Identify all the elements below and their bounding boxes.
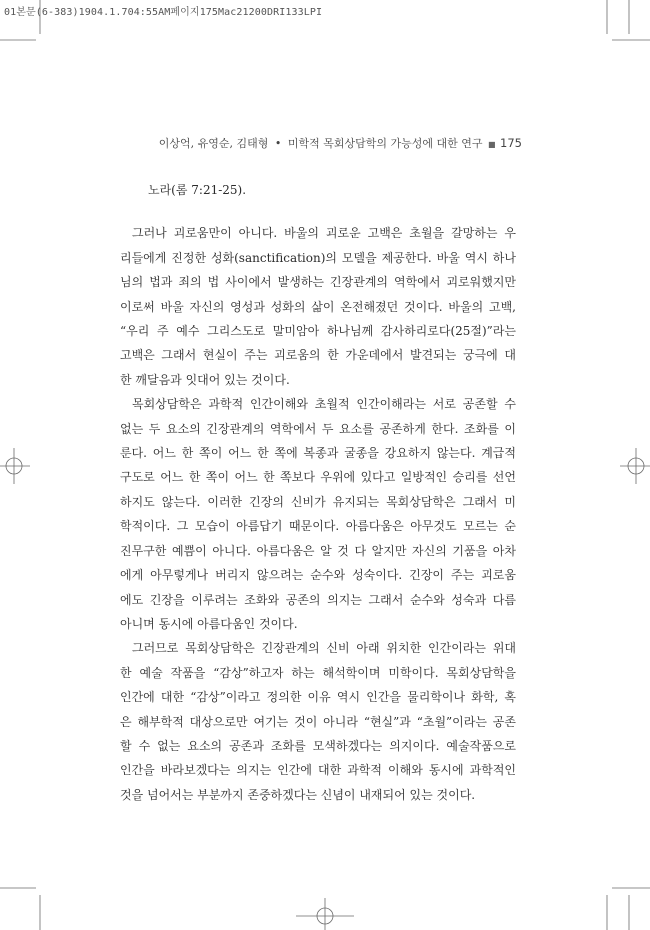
registration-mark-bottom — [296, 898, 354, 930]
text-line: 한 깨달음과 잇대어 있는 것이다. — [120, 372, 290, 387]
text-line: 그러므로 목회상담학은 긴장관계의 신비 아래 위치한 인간이라는 위대 — [132, 641, 516, 656]
body-text — [120, 178, 516, 807]
text-line: 학적이다. 그 모습이 아름답기 때문이다. 아름다움은 아무것도 모르는 순 — [120, 519, 516, 534]
text-line: 한 예술 작품을 “감상”하고자 하는 해석학이며 미학이다. 목회상담학을 — [120, 665, 516, 680]
text-line: 에도 긴장을 이루려는 조화와 공존의 의지는 그래서 순수와 성숙과 다름 — [120, 592, 516, 607]
text-line: 하지도 않는다. 이러한 긴장의 신비가 유지되는 목회상담학은 그래서 미 — [120, 494, 516, 509]
text-line: 이로써 바울 자신의 영성과 성화의 삶이 온전해졌던 것이다. 바울의 고백, — [120, 299, 516, 314]
text-line: 은 해부학적 대상으로만 여기는 것이 아니라 “현실”과 “초월”이라는 공존 — [120, 714, 516, 729]
text-line: 구도로 어느 한 쪽이 어느 한 쪽보다 우위에 있다고 일방적인 승리를 선언 — [120, 470, 516, 485]
running-head-title: 미학적 목회상담학의 가능성에 대한 연구 — [287, 137, 483, 150]
running-head — [159, 135, 522, 151]
text-line: 진무구한 예쁨이 아니다. 아름다움은 알 것 다 알지만 자신의 기품을 아차 — [120, 543, 516, 558]
page-number: 175 — [500, 136, 522, 150]
text-line: 인간에 대한 “감상”이라고 정의한 이유 역시 인간을 물리학이나 화학, 혹 — [120, 690, 516, 705]
text-line: 님의 법과 죄의 법 사이에서 발생하는 긴장관계의 역학에서 괴로워했지만 — [120, 275, 516, 290]
running-head-authors: 이상억, 유영순, 김태형 — [158, 137, 269, 150]
text-line: 리들에게 진정한 성화(sanctification)의 모델을 제공한다. 바울 역시 하나 — [120, 250, 516, 265]
registration-mark-left — [0, 448, 30, 484]
page-marker-icon: ■ — [487, 140, 496, 149]
text-line: 아니며 동시에 아름다움인 것이다. — [120, 616, 298, 631]
text-line: 목회상담학은 과학적 인간이해와 초월적 인간이해라는 서로 공존할 수 — [132, 397, 516, 412]
text-line: “우리 주 예수 그리스도로 말미암아 하나님께 감사하리로다(25절)”라는 — [120, 324, 516, 339]
running-head-bullet: • — [274, 137, 282, 150]
text-line: 인간을 바라보겠다는 의지는 인간에 대한 과학적 이해와 동시에 과학적인 — [120, 763, 516, 778]
text-line: 에게 아무렇게나 버리지 않으려는 순수와 성숙이다. 긴장이 주는 괴로움 — [120, 568, 516, 583]
text-line: 것을 넘어서는 부분까지 존중하겠다는 신념이 내재되어 있는 것이다. — [120, 787, 476, 802]
text-line: 고백은 그래서 현실이 주는 괴로움의 한 가운데에서 발견되는 궁극에 대 — [120, 348, 516, 363]
text-line: 그러나 괴로움만이 아니다. 바울의 괴로운 고백은 초월을 갈망하는 우 — [132, 226, 516, 241]
text-line: 없는 두 요소의 긴장관계의 역학에서 두 요소를 공존하게 한다. 조화를 이 — [120, 421, 516, 436]
printer-slug: 01본문(6-383)1904.1.704:55AM페이지175Mac21200DRI133LPI — [4, 7, 323, 18]
paragraph — [120, 392, 516, 636]
text-line: 할 수 없는 요소의 공존과 조화를 모색하겠다는 의지이다. 예술작품으로 — [120, 738, 516, 753]
paragraph — [120, 636, 516, 807]
text-line: 노라(롬 7:21-25). — [148, 183, 247, 197]
paragraph — [120, 221, 516, 392]
registration-mark-right — [620, 448, 650, 484]
text-line: 룬다. 어느 한 쪽이 어느 한 쪽에 복종과 굴종을 강요하지 않는다. 계급적 — [120, 446, 516, 461]
